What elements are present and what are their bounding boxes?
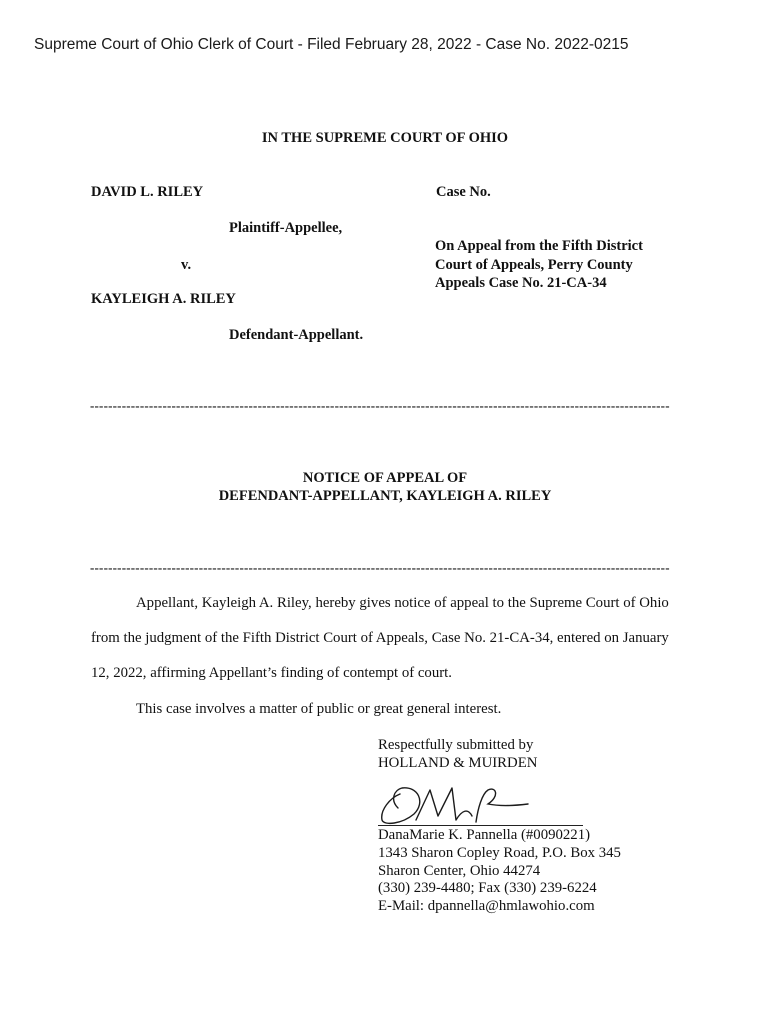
address-line-2: Sharon Center, Ohio 44274 (378, 863, 541, 879)
defendant-name: KAYLEIGH A. RILEY (91, 291, 236, 307)
document-title-line-2: DEFENDANT-APPELLANT, KAYLEIGH A. RILEY (218, 488, 552, 504)
phone-fax: (330) 239-4480; Fax (330) 239-6224 (378, 880, 597, 896)
body-paragraph-1-line-1: Appellant, Kayleigh A. Riley, hereby gives notice of appeal to the Supreme Court of Ohio (136, 595, 669, 611)
email-address: E-Mail: dpannella@hmlawohio.com (378, 898, 595, 914)
filing-stamp-header: Supreme Court of Ohio Clerk of Court - Filed February 28, 2022 - Case No. 2022-0215 (34, 36, 629, 53)
address-line-1: 1343 Sharon Copley Road, P.O. Box 345 (378, 845, 621, 861)
court-title: IN THE SUPREME COURT OF OHIO (261, 130, 509, 146)
versus: v. (181, 257, 192, 273)
appeal-info-line-1: On Appeal from the Fifth District (435, 238, 643, 254)
plaintiff-name: DAVID L. RILEY (91, 184, 204, 200)
divider-top: -------------------------------------------------------------------------------------------------------------------------------- (90, 398, 670, 413)
law-firm-name: HOLLAND & MUIRDEN (378, 755, 538, 771)
attorney-name: DanaMarie K. Pannella (#0090221) (378, 827, 591, 843)
appeal-info-line-2: Court of Appeals, Perry County (435, 257, 633, 273)
defendant-role: Defendant-Appellant. (229, 327, 364, 343)
body-paragraph-2: This case involves a matter of public or great general interest. (136, 701, 502, 717)
plaintiff-role: Plaintiff-Appellee, (229, 220, 343, 236)
signature-line (378, 825, 583, 826)
submitted-by: Respectfully submitted by (378, 737, 534, 753)
body-paragraph-1-line-3: 12, 2022, affirming Appellant’s finding of contempt of court. (91, 665, 452, 681)
body-paragraph-1-line-2: from the judgment of the Fifth District Court of Appeals, Case No. 21-CA-34, entered on January (91, 630, 669, 646)
case-number-label: Case No. (436, 184, 491, 200)
handwritten-signature (372, 780, 542, 830)
document-title-line-1: NOTICE OF APPEAL OF (302, 470, 468, 486)
divider-bottom: -------------------------------------------------------------------------------------------------------------------------------- (90, 560, 670, 575)
appeal-info-line-3: Appeals Case No. 21-CA-34 (435, 275, 607, 291)
